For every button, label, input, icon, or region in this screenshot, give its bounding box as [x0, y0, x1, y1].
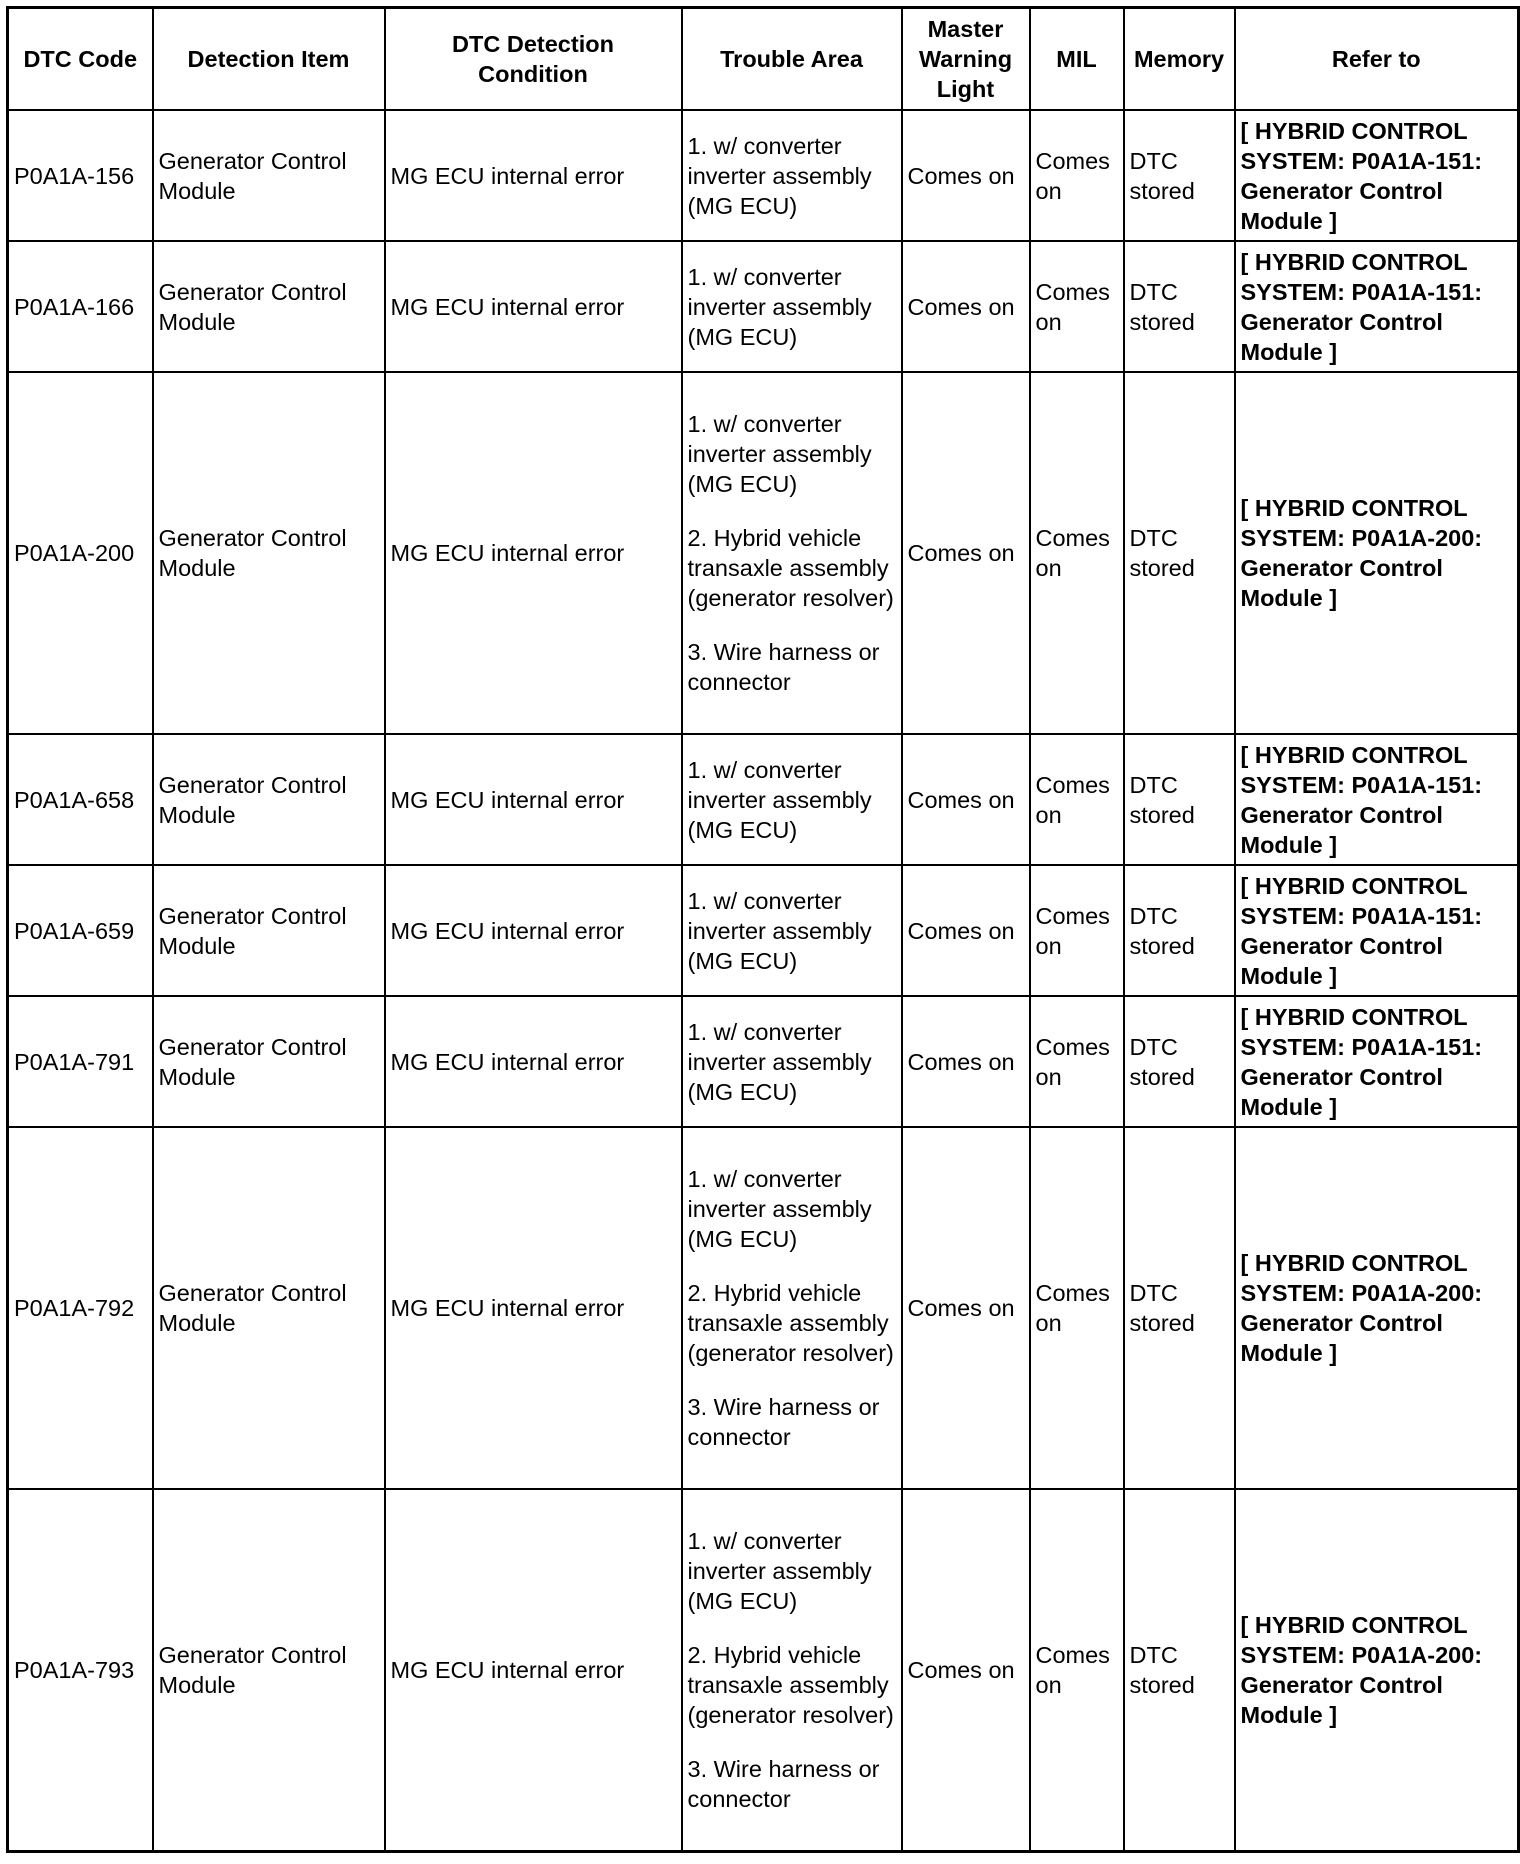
memory-cell: DTC stored: [1124, 734, 1235, 865]
detection-item-cell: Generator Control Module: [153, 1489, 385, 1852]
dtc-code-cell: P0A1A-658: [8, 734, 153, 865]
trouble-area-cell: [682, 372, 902, 734]
trouble-area-cell: [682, 241, 902, 372]
refer-to-cell: [ HYBRID CONTROL SYSTEM: P0A1A-200: Generator Control Module ]: [1235, 1127, 1519, 1489]
dtc-code-cell: P0A1A-791: [8, 996, 153, 1127]
table-row: [8, 110, 1519, 241]
trouble-area-item: 1. w/ converter inverter assembly (MG ECU): [687, 756, 872, 843]
detection-condition-cell: MG ECU internal error: [385, 372, 682, 734]
master-warning-light-cell: Comes on: [902, 241, 1030, 372]
table-row: [8, 734, 1519, 865]
trouble-area-item: 3. Wire harness or connector: [687, 1756, 880, 1812]
mil-cell: Comes on: [1030, 372, 1124, 734]
trouble-area-cell: [682, 996, 902, 1127]
trouble-area-item: 1. w/ converter inverter assembly (MG ECU): [687, 263, 872, 350]
refer-to-cell: [ HYBRID CONTROL SYSTEM: P0A1A-151: Generator Control Module ]: [1235, 734, 1519, 865]
master-warning-light-cell: Comes on: [902, 734, 1030, 865]
header-trouble-area: Trouble Area: [682, 8, 902, 111]
detection-item-cell: Generator Control Module: [153, 110, 385, 241]
header-dtc-code: DTC Code: [8, 8, 153, 111]
memory-cell: DTC stored: [1124, 110, 1235, 241]
dtc-code-cell: P0A1A-659: [8, 865, 153, 996]
trouble-area-cell: [682, 1127, 902, 1489]
trouble-area-item: 1. w/ converter inverter assembly (MG ECU): [687, 1166, 872, 1252]
detection-condition-cell: MG ECU internal error: [385, 1127, 682, 1489]
master-warning-light-cell: Comes on: [902, 996, 1030, 1127]
table-row: [8, 372, 1519, 734]
mil-cell: Comes on: [1030, 1127, 1124, 1489]
refer-to-cell: [ HYBRID CONTROL SYSTEM: P0A1A-200: Generator Control Module ]: [1235, 372, 1519, 734]
detection-item-cell: Generator Control Module: [153, 241, 385, 372]
detection-item-cell: Generator Control Module: [153, 1127, 385, 1489]
memory-cell: DTC stored: [1124, 996, 1235, 1127]
trouble-area-item: 3. Wire harness or connector: [687, 1394, 880, 1450]
detection-condition-cell: MG ECU internal error: [385, 865, 682, 996]
memory-cell: DTC stored: [1124, 372, 1235, 734]
dtc-code-cell: P0A1A-200: [8, 372, 153, 734]
refer-to-cell: [ HYBRID CONTROL SYSTEM: P0A1A-200: Generator Control Module ]: [1235, 1489, 1519, 1852]
refer-to-cell: [ HYBRID CONTROL SYSTEM: P0A1A-151: Generator Control Module ]: [1235, 865, 1519, 996]
detection-condition-cell: MG ECU internal error: [385, 110, 682, 241]
header-refer-to: Refer to: [1235, 8, 1519, 111]
refer-to-cell: [ HYBRID CONTROL SYSTEM: P0A1A-151: Generator Control Module ]: [1235, 996, 1519, 1127]
trouble-area-cell: [682, 734, 902, 865]
trouble-area-item: 2. Hybrid vehicle transaxle assembly (generator resolver): [687, 525, 894, 611]
trouble-area-item: 1. w/ converter inverter assembly (MG ECU): [687, 1528, 872, 1614]
master-warning-light-cell: Comes on: [902, 865, 1030, 996]
detection-condition-cell: MG ECU internal error: [385, 1489, 682, 1852]
memory-cell: DTC stored: [1124, 865, 1235, 996]
detection-item-cell: Generator Control Module: [153, 996, 385, 1127]
dtc-code-cell: P0A1A-156: [8, 110, 153, 241]
mil-cell: Comes on: [1030, 996, 1124, 1127]
mil-cell: Comes on: [1030, 734, 1124, 865]
memory-cell: DTC stored: [1124, 1489, 1235, 1852]
trouble-area-item: 1. w/ converter inverter assembly (MG ECU): [687, 887, 872, 974]
dtc-code-cell: P0A1A-792: [8, 1127, 153, 1489]
detection-item-cell: Generator Control Module: [153, 372, 385, 734]
detection-item-cell: Generator Control Module: [153, 734, 385, 865]
dtc-code-cell: P0A1A-166: [8, 241, 153, 372]
trouble-area-item: 2. Hybrid vehicle transaxle assembly (generator resolver): [687, 1280, 894, 1366]
dtc-table: [6, 6, 1520, 1853]
master-warning-light-cell: Comes on: [902, 110, 1030, 241]
table-row: [8, 996, 1519, 1127]
header-master-warning-light: Master Warning Light: [902, 8, 1030, 111]
memory-cell: DTC stored: [1124, 241, 1235, 372]
trouble-area-item: 1. w/ converter inverter assembly (MG ECU): [687, 411, 872, 497]
header-detection-condition: DTC Detection Condition: [385, 8, 682, 111]
refer-to-cell: [ HYBRID CONTROL SYSTEM: P0A1A-151: Generator Control Module ]: [1235, 241, 1519, 372]
detection-item-cell: Generator Control Module: [153, 865, 385, 996]
detection-condition-cell: MG ECU internal error: [385, 996, 682, 1127]
master-warning-light-cell: Comes on: [902, 1127, 1030, 1489]
table-row: [8, 1489, 1519, 1852]
table-row: [8, 865, 1519, 996]
trouble-area-item: 3. Wire harness or connector: [687, 639, 880, 695]
trouble-area-cell: [682, 865, 902, 996]
master-warning-light-cell: Comes on: [902, 372, 1030, 734]
table-row: [8, 1127, 1519, 1489]
trouble-area-cell: [682, 110, 902, 241]
header-mil: MIL: [1030, 8, 1124, 111]
mil-cell: Comes on: [1030, 110, 1124, 241]
mil-cell: Comes on: [1030, 865, 1124, 996]
master-warning-light-cell: Comes on: [902, 1489, 1030, 1852]
header-memory: Memory: [1124, 8, 1235, 111]
mil-cell: Comes on: [1030, 241, 1124, 372]
mil-cell: Comes on: [1030, 1489, 1124, 1852]
header-detection-item: Detection Item: [153, 8, 385, 111]
trouble-area-item: 1. w/ converter inverter assembly (MG ECU): [687, 132, 872, 219]
memory-cell: DTC stored: [1124, 1127, 1235, 1489]
table-row: [8, 241, 1519, 372]
dtc-code-cell: P0A1A-793: [8, 1489, 153, 1852]
detection-condition-cell: MG ECU internal error: [385, 734, 682, 865]
refer-to-cell: [ HYBRID CONTROL SYSTEM: P0A1A-151: Generator Control Module ]: [1235, 110, 1519, 241]
header-row: [8, 8, 1519, 111]
detection-condition-cell: MG ECU internal error: [385, 241, 682, 372]
trouble-area-cell: [682, 1489, 902, 1852]
trouble-area-item: 1. w/ converter inverter assembly (MG ECU): [687, 1018, 872, 1105]
trouble-area-item: 2. Hybrid vehicle transaxle assembly (generator resolver): [687, 1642, 894, 1728]
